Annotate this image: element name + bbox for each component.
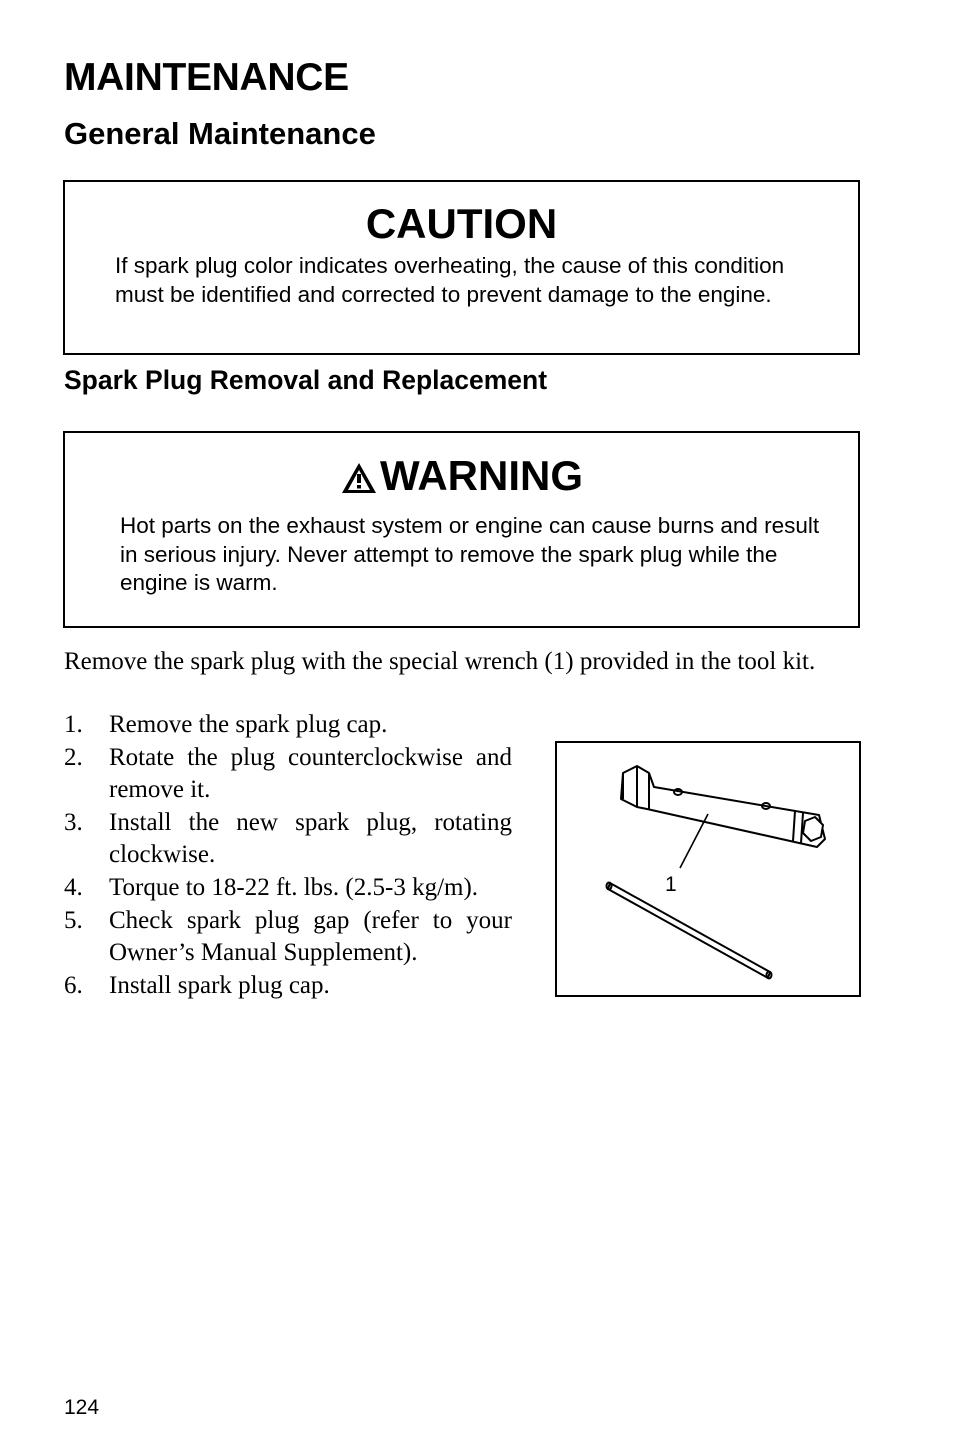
step-number: 3. bbox=[64, 809, 83, 836]
step-list bbox=[64, 709, 512, 1003]
step-number: 5. bbox=[64, 907, 83, 934]
step-text: Remove the spark plug cap. bbox=[109, 711, 388, 738]
step-text: Install the new spark plug, rotating clockwise. bbox=[109, 809, 512, 868]
procedure-title: Spark Plug Removal and Replacement bbox=[64, 365, 548, 395]
step-text: Torque to 18-22 ft. lbs. (2.5-3 kg/m). bbox=[109, 874, 479, 901]
step-text: Check spark plug gap (refer to your Owner’s Manual Supplement). bbox=[109, 907, 512, 966]
warning-heading: WARNING bbox=[380, 452, 583, 499]
subsection-title: General Maintenance bbox=[64, 116, 376, 151]
list-item bbox=[64, 807, 512, 871]
page-number: 124 bbox=[64, 1396, 100, 1419]
step-text: Install spark plug cap. bbox=[109, 972, 330, 999]
step-number: 1. bbox=[64, 711, 83, 738]
caution-text: If spark plug color indicates overheating, the cause of this condition must be identified and corrected to prevent damage to the engine. bbox=[115, 253, 785, 307]
step-text: Rotate the plug counterclockwise and remove it. bbox=[109, 744, 512, 803]
warning-box bbox=[63, 431, 860, 628]
caution-box bbox=[63, 180, 860, 355]
step-number: 4. bbox=[64, 874, 83, 901]
warning-heading-row bbox=[65, 452, 858, 499]
figure-callout: 1 bbox=[665, 873, 677, 896]
list-item bbox=[64, 709, 512, 741]
list-item bbox=[64, 970, 512, 1002]
warning-triangle-icon bbox=[340, 461, 378, 495]
section-title: MAINTENANCE bbox=[64, 56, 349, 99]
list-item bbox=[64, 872, 512, 904]
list-item bbox=[64, 742, 512, 806]
caution-heading: CAUTION bbox=[365, 200, 558, 247]
wrench-figure bbox=[555, 741, 861, 997]
list-item bbox=[64, 905, 512, 969]
step-number: 6. bbox=[64, 972, 83, 999]
warning-text: Hot parts on the exhaust system or engine can cause burns and result in serious injury. Never attempt to remove the spark plug while the engine is warm. bbox=[120, 513, 820, 595]
intro-paragraph: Remove the spark plug with the special wrench (1) provided in the tool kit. bbox=[64, 648, 816, 675]
step-number: 2. bbox=[64, 744, 83, 771]
spark-plug-wrench-illustration bbox=[557, 743, 859, 995]
